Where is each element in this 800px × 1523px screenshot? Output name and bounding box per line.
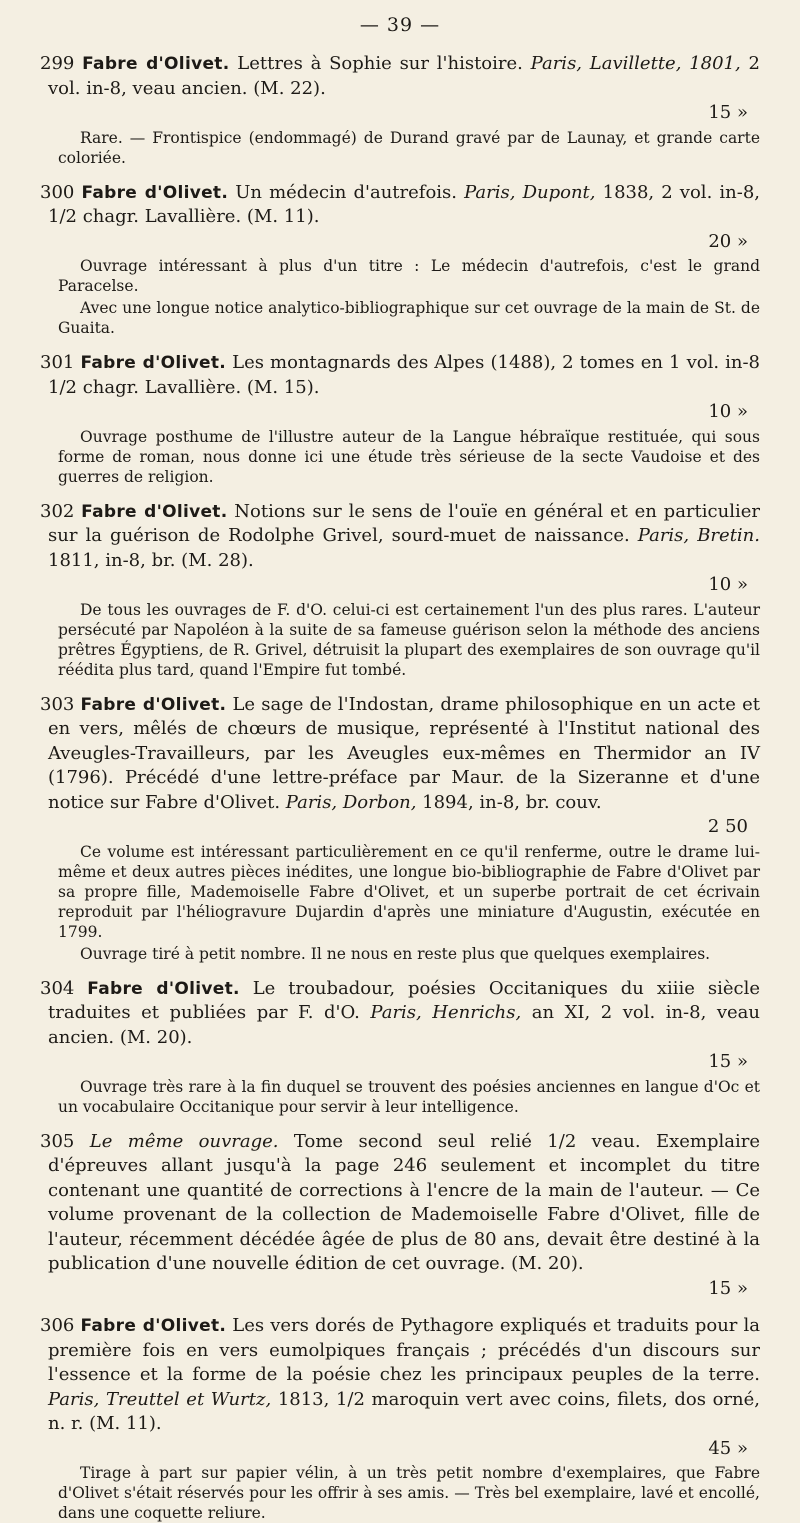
entry-details: 1813, 1/2 maroquin vert avec coins, filets, dos orné, n. r. (M. 11). <box>48 1388 760 1434</box>
catalog-entry <box>40 500 760 680</box>
entry-price: 10 » <box>708 401 748 422</box>
entry-imprint: Paris, Dorbon, <box>285 791 417 813</box>
entry-imprint: Paris, Treuttel et Wurtz, <box>48 1388 272 1410</box>
entry-description <box>40 693 760 816</box>
catalog-entry <box>40 977 760 1117</box>
entry-details: Tome second seul relié 1/2 veau. Exemplaire d'épreuves allant jusqu'à la page 246 seulement et incomplet du titre contenant une quantité de corrections à l'encre de la main de l'auteur. — Ce volume provenant de la collection de Mademoiselle Fabre d'Olivet, fille de l'auteur, récemment décédée âgée de plus de 80 ans, devait être destiné à la publication d'une nouvelle édition de cet ouvrage. (M. 20). <box>48 1130 760 1274</box>
catalog-entry <box>40 181 760 339</box>
entry-author: Fabre d'Olivet. <box>81 501 228 522</box>
entry-price-line <box>40 230 760 255</box>
entry-author: Fabre d'Olivet. <box>80 353 227 373</box>
entry-price-line <box>40 1050 760 1075</box>
entry-details: an XI, 2 vol. in-8, veau ancien. (M. 20). <box>48 1002 760 1048</box>
catalog-entry <box>40 1314 760 1523</box>
entry-price: 15 » <box>708 1051 748 1072</box>
entry-price: 45 » <box>708 1437 748 1459</box>
catalog-entry <box>40 351 760 487</box>
entry-number: 305 <box>40 1130 75 1152</box>
entry-note: Ouvrage posthume de l'illustre auteur de la Langue hébraïque restituée, qui sous forme de roman, nous donne ici une étude très sérieuse de la secte Vaudoise et des guerres de religion. <box>58 427 760 486</box>
catalog-entry <box>40 693 760 964</box>
entry-author: Fabre d'Olivet. <box>87 978 240 999</box>
entry-price: 20 » <box>708 230 748 252</box>
entry-price: 15 » <box>708 1277 748 1299</box>
entry-price-line <box>40 573 760 598</box>
entry-note: Tirage à part sur papier vélin, à un très petit nombre d'exemplaires, que Fabre d'Olivet s'était réservés pour les offrir à ses amis. — Très bel exemplaire, lavé et encollé, dans une coquette reliure. <box>58 1464 760 1522</box>
entry-title: Le troubadour, poésies Occitaniques du xiiie siècle traduites et publiées par F. d'O. <box>48 977 760 1023</box>
entry-price-line <box>40 815 760 840</box>
entry-details: 1838, 2 vol. in-8, 1/2 chagr. Lavallière. (M. 11). <box>48 181 760 227</box>
entry-note: Ce volume est intéressant particulièrement en ce qu'il renferme, outre le drame lui-même et deux autres pièces inédites, une longue bio-bibliographie de Fabre d'Olivet par sa propre fille, Mademoiselle Fabre d'Olivet, et un superbe portrait de cet écrivain reproduit par l'héliogravure Dujardin d'après une miniature d'Augustin, exécutée en 1799. <box>58 842 760 941</box>
entry-description <box>40 351 760 400</box>
entry-title: Un médecin d'autrefois. <box>235 181 458 203</box>
entry-imprint: Le même ouvrage. <box>89 1130 279 1152</box>
catalog-entries <box>40 52 760 1523</box>
entry-description <box>40 1130 760 1277</box>
entry-note: Rare. — Frontispice (endommagé) de Durand gravé par de Launay, et grande carte coloriée. <box>58 128 760 167</box>
entry-note: Ouvrage très rare à la fin duquel se trouvent des poésies anciennes en langue d'Oc et un vocabulaire Occitanique pour servir à leur intelligence. <box>58 1077 760 1116</box>
entry-author: Fabre d'Olivet. <box>81 182 229 203</box>
entry-details: 1811, in-8, br. (M. 28). <box>48 549 254 571</box>
entry-details: 2 vol. in-8, veau ancien. (M. 22). <box>48 53 760 99</box>
entry-price-line <box>40 101 760 126</box>
page-number: — 39 — <box>359 14 441 36</box>
entry-imprint: Paris, Bretin. <box>637 525 760 546</box>
entry-title: Lettres à Sophie sur l'histoire. <box>237 53 523 74</box>
entry-note: De tous les ouvrages de F. d'O. celui-ci est certainement l'un des plus rares. L'auteur persécuté par Napoléon à la suite de sa fameuse guérison selon la méthode des anciens prêtres Égyptiens, de R. Grivel, détruisit la plupart des exemplaires de son ouvrage qu'il réédita plus tard, quand l'Empire fut tombé. <box>58 600 760 679</box>
entry-description <box>40 500 760 574</box>
entry-number: 301 <box>40 352 75 373</box>
catalog-entry <box>40 52 760 168</box>
entry-imprint: Paris, Henrichs, <box>370 1002 522 1023</box>
entry-imprint: Paris, Lavillette, 1801, <box>530 53 741 74</box>
entry-title: Les vers dorés de Pythagore expliqués et traduits pour la première fois en vers eumolpiques français ; précédés d'un discours sur l'essence et la forme de la poésie chez les principaux peuples de la terre. <box>48 1315 761 1385</box>
entry-price-line <box>40 1277 760 1302</box>
entry-number: 302 <box>40 500 75 522</box>
entry-description <box>40 1314 760 1437</box>
entry-author: Fabre d'Olivet. <box>82 54 230 74</box>
entry-description <box>40 977 760 1051</box>
entry-title: Le sage de l'Indostan, drame philosophique en un acte et en vers, mêlés de chœurs de musique, représenté à l'Institut national des Aveugles-Travailleurs, par les Aveugles eux-mêmes en Thermidor an IV (1796). Précédé d'une lettre-préface par Maur. de la Sizeranne et d'une notice sur Fabre d'Olivet. <box>48 693 760 813</box>
entry-price-line <box>40 1437 760 1462</box>
entry-price: 2 50 <box>707 816 748 837</box>
entry-price-line <box>40 400 760 425</box>
entry-title: Notions sur le sens de l'ouïe en général et en particulier sur la guérison de Rodolphe Grivel, sourd-muet de naissance. <box>48 500 760 546</box>
entry-description <box>40 52 760 101</box>
entry-price: 15 » <box>708 102 748 123</box>
entry-details: 1894, in-8, br. couv. <box>422 791 602 813</box>
entry-number: 303 <box>40 693 75 715</box>
entry-title: Les montagnards des Alpes (1488), 2 tomes en 1 vol. in-8 1/2 chagr. Lavallière. (M. 15). <box>48 352 760 398</box>
entry-number: 306 <box>40 1315 75 1336</box>
catalog-entry <box>40 1130 760 1302</box>
entry-imprint: Paris, Dupont, <box>464 181 596 203</box>
entry-number: 299 <box>40 53 75 74</box>
entry-number: 304 <box>40 977 75 999</box>
entry-note: Avec une longue notice analytico-bibliographique sur cet ouvrage de la main de St. de Guaita. <box>58 299 760 337</box>
entry-author: Fabre d'Olivet. <box>80 1316 227 1336</box>
entry-description <box>40 181 760 230</box>
entry-author: Fabre d'Olivet. <box>80 694 227 715</box>
entry-note: Ouvrage intéressant à plus d'un titre : Le médecin d'autrefois, c'est le grand Paracelse. <box>58 257 760 295</box>
entry-price: 10 » <box>708 574 748 595</box>
entry-number: 300 <box>40 181 75 203</box>
entry-note: Ouvrage tiré à petit nombre. Il ne nous en reste plus que quelques exemplaires. <box>80 944 711 963</box>
